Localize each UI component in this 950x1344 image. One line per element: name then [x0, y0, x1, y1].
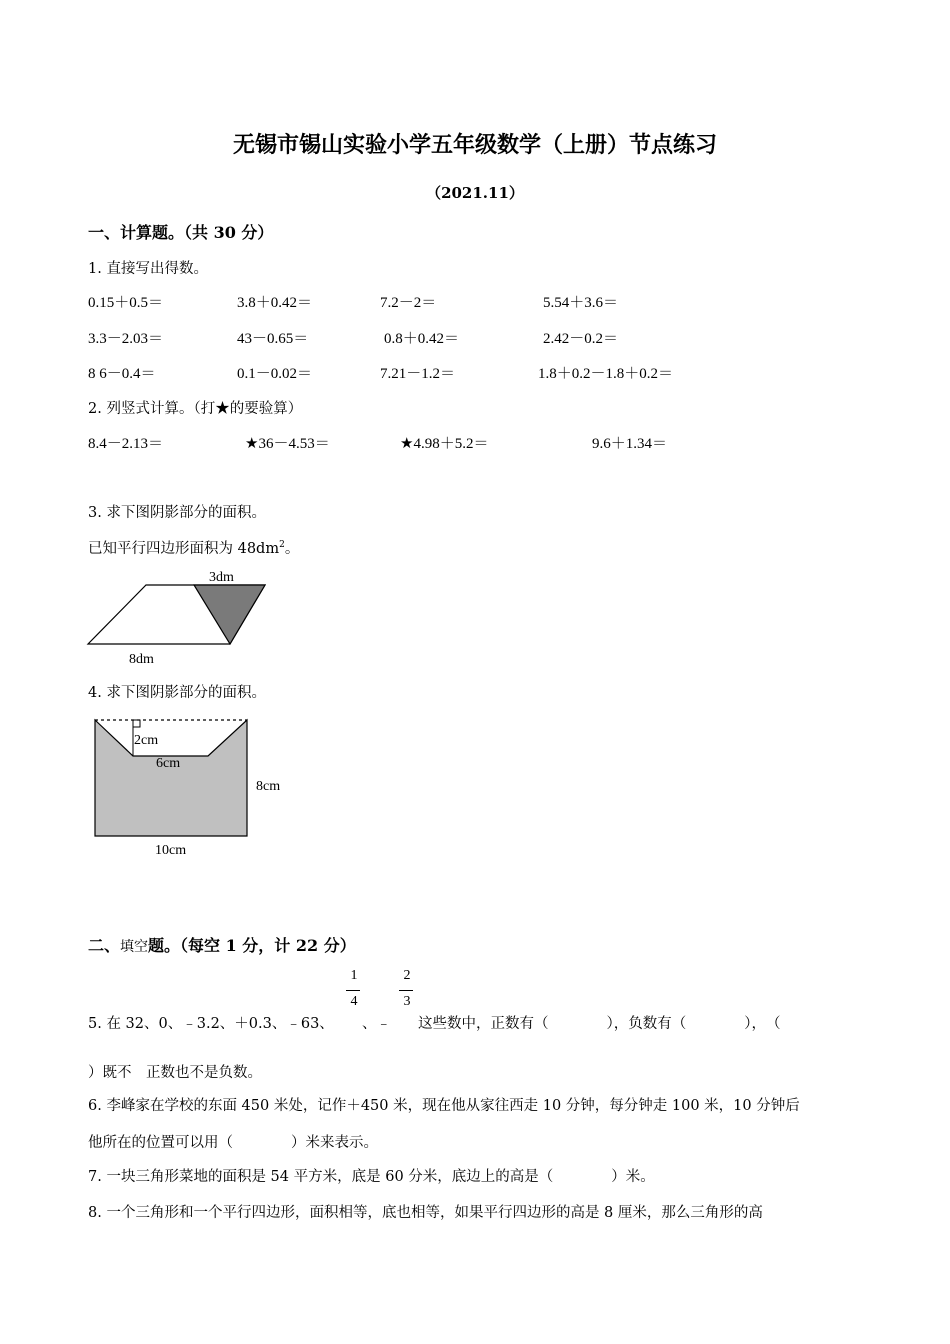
fraction-denominator: 3 — [403, 994, 411, 1009]
fraction-bar — [346, 990, 360, 991]
page-date: （2021.11） — [426, 184, 524, 202]
q1-cell: 7.2－2＝ — [380, 295, 437, 311]
q1-cell: 0.1－0.02＝ — [237, 366, 313, 382]
q1-cell: 8 6－0.4＝ — [88, 366, 156, 382]
q6-line2: 他所在的位置可以用（ ）米来表示。 — [88, 1135, 378, 1151]
q2-item: 9.6＋1.34＝ — [592, 436, 668, 452]
q5-line1-end: 这些数中，正数有（ ），负数有（ ）， （ — [418, 1016, 781, 1032]
q7-text: 7. 一块三角形菜地的面积是 54 平方米，底是 60 分米，底边上的高是（ ）米。 — [88, 1169, 655, 1185]
section-2-heading: 二、填空题。（每空 1 分，计 22 分） — [88, 936, 356, 955]
q2-item: ★4.98＋5.2＝ — [400, 436, 489, 452]
q1-cell: 0.8＋0.42＝ — [384, 331, 460, 347]
q1-cell: 7.21－1.2＝ — [380, 366, 456, 382]
q8-text: 8. 一个三角形和一个平行四边形，面积相等，底也相等，如果平行四边形的高是 8 厘米，那么三角形的高 — [88, 1205, 763, 1221]
q1-cell: 2.42－0.2＝ — [543, 331, 619, 347]
label-2cm: 2cm — [134, 733, 159, 748]
q5-sep: 、﹣ — [362, 1016, 391, 1032]
q1-cell: 3.3－2.03＝ — [88, 331, 164, 347]
q1-cell: 43－0.65＝ — [237, 331, 309, 347]
q2-text: 2. 列竖式计算。（打★的要验算） — [88, 401, 303, 417]
section-1-heading: 一、计算题。（共 30 分） — [88, 223, 274, 242]
q2-item: ★36－4.53＝ — [245, 436, 330, 452]
fraction-numerator: 2 — [403, 968, 411, 983]
label-10cm: 10cm — [155, 843, 187, 858]
fraction-denominator: 4 — [350, 994, 358, 1009]
q1-cell: 1.8＋0.2－1.8＋0.2＝ — [538, 366, 674, 382]
fraction-bar — [399, 990, 413, 991]
parallelogram-figure — [80, 566, 280, 672]
q1-cell: 5.54＋3.6＝ — [543, 295, 619, 311]
label-8cm: 8cm — [256, 779, 281, 794]
page-title: 无锡市锡山实验小学五年级数学（上册）节点练习 — [232, 132, 717, 158]
q1-cell: 3.8＋0.42＝ — [237, 295, 313, 311]
fraction-numerator: 1 — [350, 968, 358, 983]
label-3dm: 3dm — [209, 570, 234, 585]
q3-text: 3. 求下图阴影部分的面积。 — [88, 505, 266, 521]
q5-line2: ）既不 正数也不是负数。 — [88, 1065, 262, 1081]
q5-line1: 5. 在 32、0、﹣3.2、＋0.3、﹣63、 — [88, 1016, 334, 1032]
q4-text: 4. 求下图阴影部分的面积。 — [88, 685, 266, 701]
q2-item: 8.4－2.13＝ — [88, 436, 164, 452]
q1-text: 1. 直接写出得数。 — [88, 261, 208, 277]
rectangle-figure — [90, 716, 255, 840]
q3-given: 已知平行四边形面积为 $48dm^2$。 — [88, 540, 300, 557]
q1-cell: 0.15＋0.5＝ — [88, 295, 164, 311]
label-6cm: 6cm — [156, 756, 181, 771]
q6-line1: 6. 李峰家在学校的东面 450 米处，记作＋450 米，现在他从家往西走 10 分钟，每分钟走 100 米，10 分钟后 — [88, 1098, 800, 1114]
label-8dm: 8dm — [129, 652, 154, 667]
